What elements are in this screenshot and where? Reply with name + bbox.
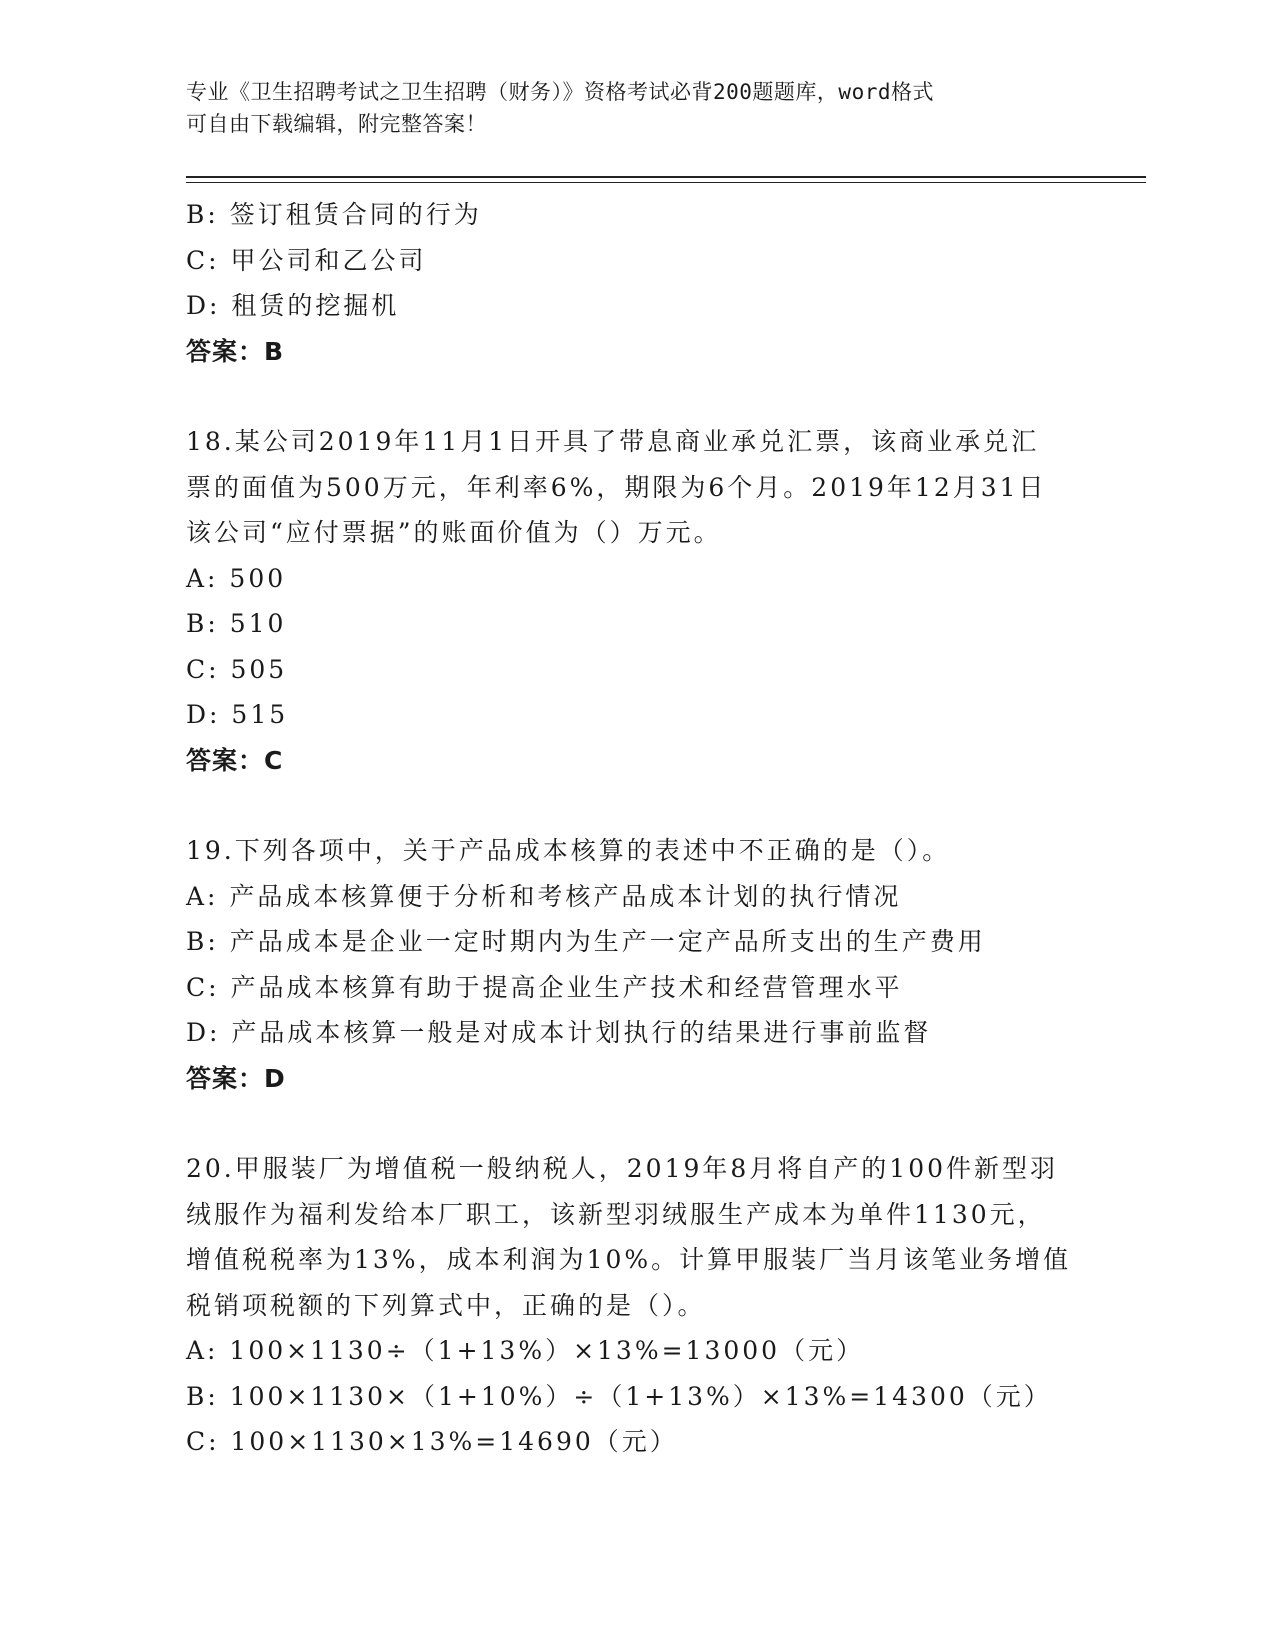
document-body xyxy=(186,192,1086,1465)
question-stem-line: 20.甲服装厂为增值税一般纳税人，2019年8月将自产的100件新型羽 xyxy=(186,1154,1059,1183)
option-d: D: 租赁的挖掘机 xyxy=(186,291,400,320)
question-19 xyxy=(186,828,1086,1101)
option-b: B: 签订租赁合同的行为 xyxy=(186,200,482,229)
question-17-continued xyxy=(186,192,1086,374)
question-stem-line: 税销项税额的下列算式中，正确的是（）。 xyxy=(186,1290,706,1320)
header-divider xyxy=(186,176,1146,183)
option-c: C: 100×1130×13%=14690（元） xyxy=(186,1427,678,1456)
option-c: C: 505 xyxy=(186,654,288,684)
header-line-1: 专业《卫生招聘考试之卫生招聘（财务）》资格考试必背200题题库，word格式 xyxy=(186,80,934,104)
question-stem-line: 绒服作为福利发给本厂职工，该新型羽绒服生产成本为单件1130元， xyxy=(186,1199,1046,1229)
spacer xyxy=(186,374,1086,419)
spacer xyxy=(186,783,1086,828)
option-b: B: 510 xyxy=(186,609,287,638)
option-a: A: 100×1130÷（1+13%）×13%=13000（元） xyxy=(186,1336,865,1365)
question-20 xyxy=(186,1146,1086,1465)
question-stem-line: 18.某公司2019年11月1日开具了带息商业承兑汇票，该商业承兑汇 xyxy=(186,427,1040,456)
question-18 xyxy=(186,419,1086,783)
page-header xyxy=(186,76,1086,140)
option-c: C: 甲公司和乙公司 xyxy=(186,245,427,275)
answer: 答案：C xyxy=(186,745,284,775)
question-stem-line: 增值税税率为13%，成本利润为10%。计算甲服装厂当月该笔业务增值 xyxy=(186,1245,1072,1274)
question-stem-line: 该公司“应付票据”的账面价值为（）万元。 xyxy=(186,518,722,547)
option-d: D: 515 xyxy=(186,700,289,729)
header-line-2: 可自由下载编辑，附完整答案！ xyxy=(186,112,487,136)
answer: 答案：D xyxy=(186,1063,286,1093)
answer: 答案：B xyxy=(186,336,285,366)
question-stem-line: 票的面值为500万元，年利率6%，期限为6个月。2019年12月31日 xyxy=(186,472,1047,502)
option-b: B: 100×1130×（1+10%）÷（1+13%）×13%=14300（元） xyxy=(186,1381,1052,1411)
option-c: C: 产品成本核算有助于提高企业生产技术和经营管理水平 xyxy=(186,972,903,1002)
spacer xyxy=(186,1101,1086,1146)
option-a: A: 500 xyxy=(186,563,287,593)
question-stem-line: 19.下列各项中，关于产品成本核算的表述中不正确的是（）。 xyxy=(186,836,951,865)
option-a: A: 产品成本核算便于分析和考核产品成本计划的执行情况 xyxy=(186,881,902,911)
option-d: D: 产品成本核算一般是对成本计划执行的结果进行事前监督 xyxy=(186,1018,932,1047)
option-b: B: 产品成本是企业一定时期内为生产一定产品所支出的生产费用 xyxy=(186,927,986,956)
